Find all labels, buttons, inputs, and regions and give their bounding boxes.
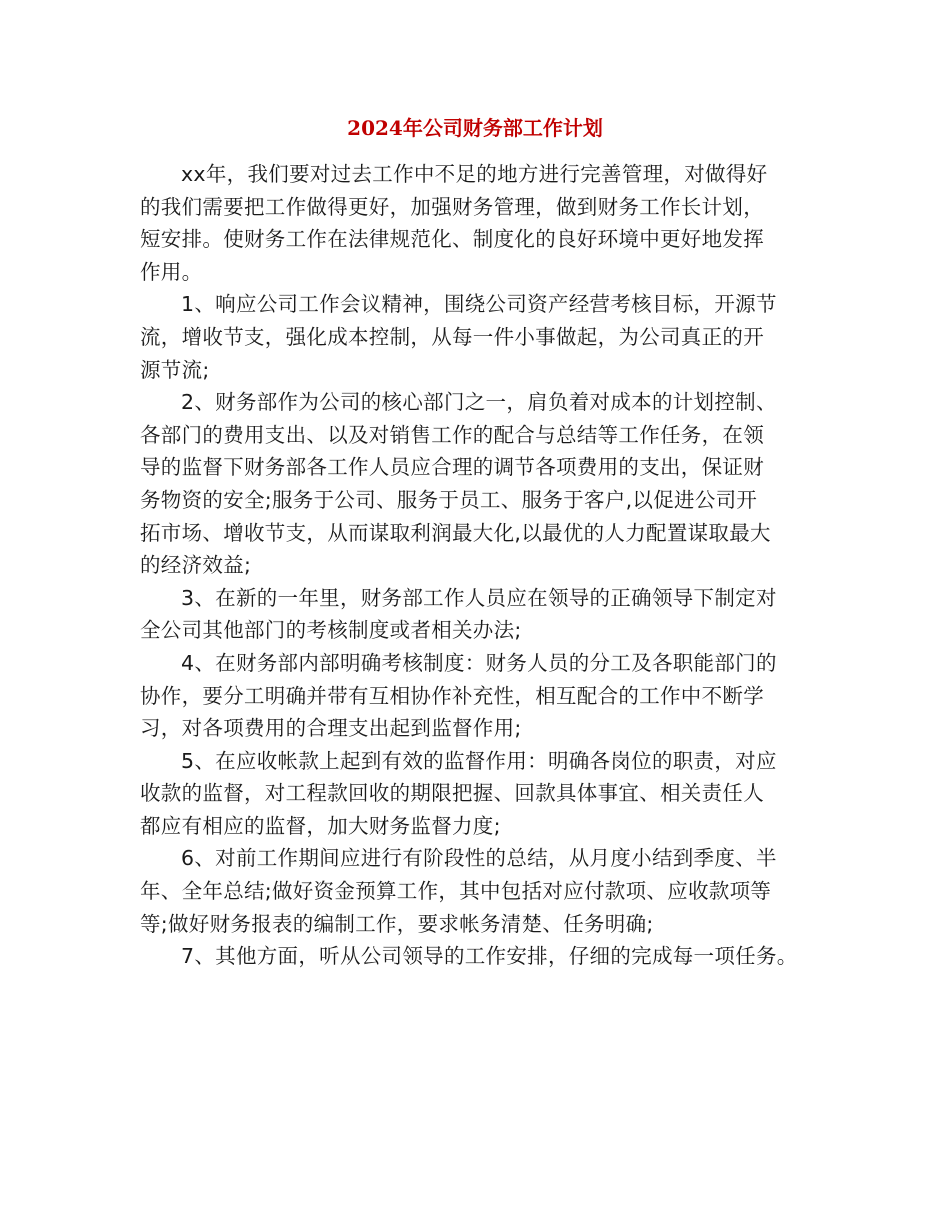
document-title: 2024年公司财务部工作计划 [347,116,603,140]
paragraph-line: 习，对各项费用的合理支出起到监督作用; [140,716,522,741]
paragraph-line: 5、在应收帐款上起到有效的监督作用：明确各岗位的职责，对应 [181,748,777,773]
paragraph-line: 年、全年总结;做好资金预算工作，其中包括对应付款项、应收款项等 [140,879,772,904]
paragraph-line: 1、响应公司工作会议精神，围绕公司资产经营考核目标，开源节 [181,292,777,317]
paragraph-line: 各部门的费用支出、以及对销售工作的配合与总结等工作任务，在领 [140,422,764,447]
paragraph-line: 短安排。使财务工作在法律规范化、制度化的良好环境中更好地发挥 [140,227,764,252]
paragraph-line: 务物资的安全;服务于公司、服务于员工、服务于客户,以促进公司开 [140,487,758,512]
paragraph [140,386,830,582]
paragraph-line: 源节流; [140,357,210,382]
paragraph [140,940,830,973]
paragraph-line: 协作，要分工明确并带有互相协作补充性，相互配合的工作中不断学 [140,683,764,708]
paragraph-line: 的我们需要把工作做得更好，加强财务管理，做到财务工作长计划， [140,194,764,219]
paragraph-line: 全公司其他部门的考核制度或者相关办法; [140,618,522,643]
paragraph-line: 收款的监督，对工程款回收的期限把握、回款具体事宜、相关责任人 [140,781,764,806]
paragraph [140,582,830,647]
paragraph-line: 3、在新的一年里，财务部工作人员应在领导的正确领导下制定对 [181,585,777,610]
paragraph [140,745,830,843]
paragraph [140,288,830,386]
paragraph-line: 等;做好财务报表的编制工作，要求帐务清楚、任务明确; [140,911,654,936]
paragraph-line: 4、在财务部内部明确考核制度：财务人员的分工及各职能部门的 [181,650,777,675]
paragraph-line: 作用。 [140,259,203,284]
paragraph-line: 导的监督下财务部各工作人员应合理的调节各项费用的支出，保证财 [140,455,764,480]
paragraph-line: 都应有相应的监督，加大财务监督力度; [140,813,501,838]
paragraph-line: 拓市场、增收节支，从而谋取利润最大化,以最优的人力配置谋取最大 [140,520,771,545]
paragraph-line: 2、财务部作为公司的核心部门之一，肩负着对成本的计划控制、 [181,390,777,415]
paragraph-line: 6、对前工作期间应进行有阶段性的总结，从月度小结到季度、半 [181,846,777,871]
paragraph-line: 的经济效益; [140,553,252,578]
paragraph [140,158,830,288]
paragraph-line: 流，增收节支，强化成本控制，从每一件小事做起，为公司真正的开 [140,324,764,349]
document-body [140,158,830,973]
paragraph-line: 7、其他方面，听从公司领导的工作安排，仔细的完成每一项任务。 [181,944,798,969]
paragraph [140,842,830,940]
paragraph [140,647,830,745]
paragraph-line: xx年，我们要对过去工作中不足的地方进行完善管理，对做得好 [181,162,768,186]
